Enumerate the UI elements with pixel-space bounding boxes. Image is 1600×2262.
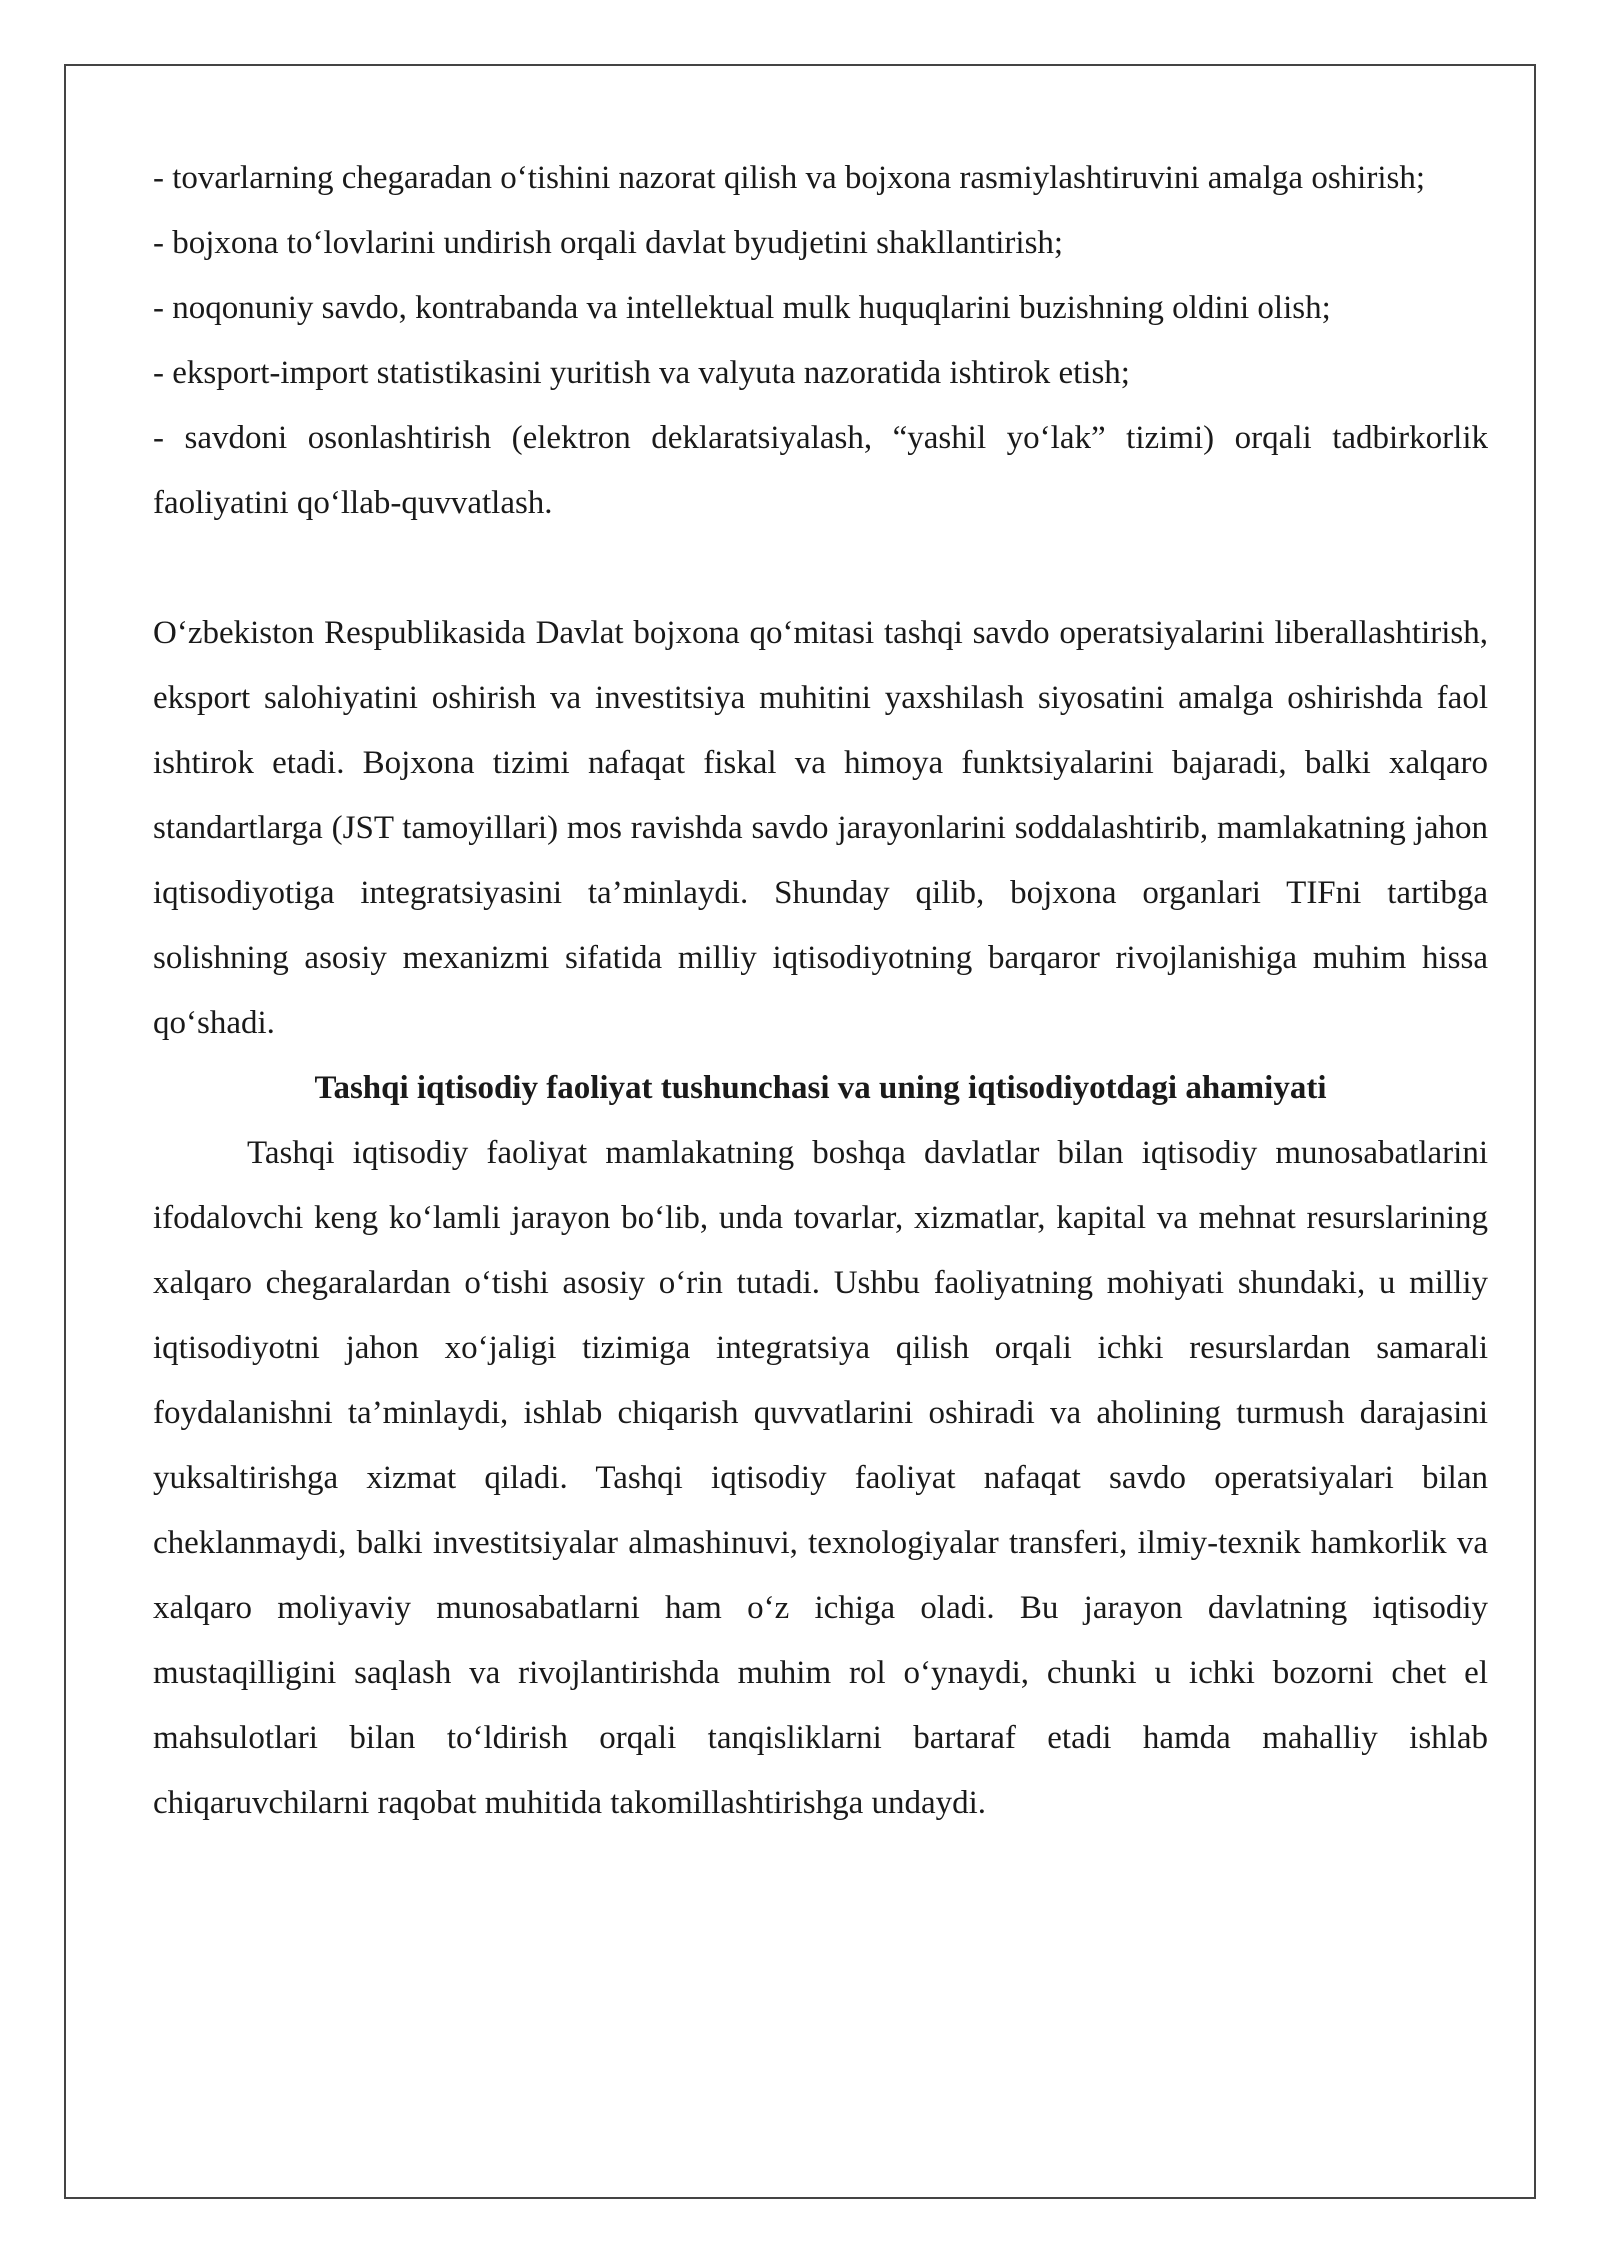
bullet-item: - tovarlarning chegaradan o‘tishini nazorat qilish va bojxona rasmiylashtiruvini amalga oshirish; [153, 160, 1425, 196]
paragraph-customs-committee: O‘zbekiston Respublikasida Davlat bojxona qo‘mitasi tashqi savdo operatsiyalarini liberallashtirish, eksport salohiyatini oshirish va investitsiya muhitini yaxshilash siyosatini amalga oshirishda faol ishtirok etadi. Bojxona tizimi nafaqat fiskal va himoya funktsiyalarini bajaradi, balki xalqaro standartlarga (JST tamoyillari) mos ravishda savdo jarayonlarini soddalashtirib, mamlakatning jahon iqtisodiyotiga integratsiyasini ta’minlaydi. Shunday qilib, bojxona organlari TIFni tartibga solishning asosiy mexanizmi sifatida milliy iqtisodiyotning barqaror rivojlanishiga muhim hissa qo‘shadi. [153, 615, 1488, 1041]
bullet-item: - eksport-import statistikasini yuritish va valyuta nazoratida ishtirok etish; [153, 355, 1130, 391]
document-body [153, 146, 1488, 1836]
bullet-item: - savdoni osonlashtirish (elektron deklaratsiyalash, “yashil yo‘lak” tizimi) orqali tadbirkorlik faoliyatini qo‘llab-quvvatlash. [153, 420, 1488, 521]
paragraph-gap [153, 536, 1488, 601]
bullet-item: - bojxona to‘lovlarini undirish orqali davlat byudjetini shakllantirish; [153, 225, 1064, 261]
section-heading: Tashqi iqtisodiy faoliyat tushunchasi va uning iqtisodiyotdagi ahamiyati [314, 1070, 1327, 1106]
paragraph-foreign-economic-activity: Tashqi iqtisodiy faoliyat mamlakatning boshqa davlatlar bilan iqtisodiy munosabatlarini ifodalovchi keng ko‘lamli jarayon bo‘lib, unda tovarlar, xizmatlar, kapital va mehnat resurslarining xalqaro chegaralardan o‘tishi asosiy o‘rin tutadi. Ushbu faoliyatning mohiyati shundaki, u milliy iqtisodiyotni jahon xo‘jaligi tizimiga integratsiya qilish orqali ichki resurslardan samarali foydalanishni ta’minlaydi, ishlab chiqarish quvvatlarini oshiradi va aholining turmush darajasini yuksaltirishga xizmat qiladi. Tashqi iqtisodiy faoliyat nafaqat savdo operatsiyalari bilan cheklanmaydi, balki investitsiyalar almashinuvi, texnologiyalar transferi, ilmiy-texnik hamkorlik va xalqaro moliyaviy munosabatlarni ham o‘z ichiga oladi. Bu jarayon davlatning iqtisodiy mustaqilligini saqlash va rivojlantirishda muhim rol o‘ynaydi, chunki u ichki bozorni chet el mahsulotlari bilan to‘ldirish orqali tanqisliklarni bartaraf etadi hamda mahalliy ishlab chiqaruvchilarni raqobat muhitida takomillashtirishga undaydi. [153, 1135, 1488, 1821]
bullet-item: - noqonuniy savdo, kontrabanda va intellektual mulk huquqlarini buzishning oldini olish; [153, 290, 1331, 326]
